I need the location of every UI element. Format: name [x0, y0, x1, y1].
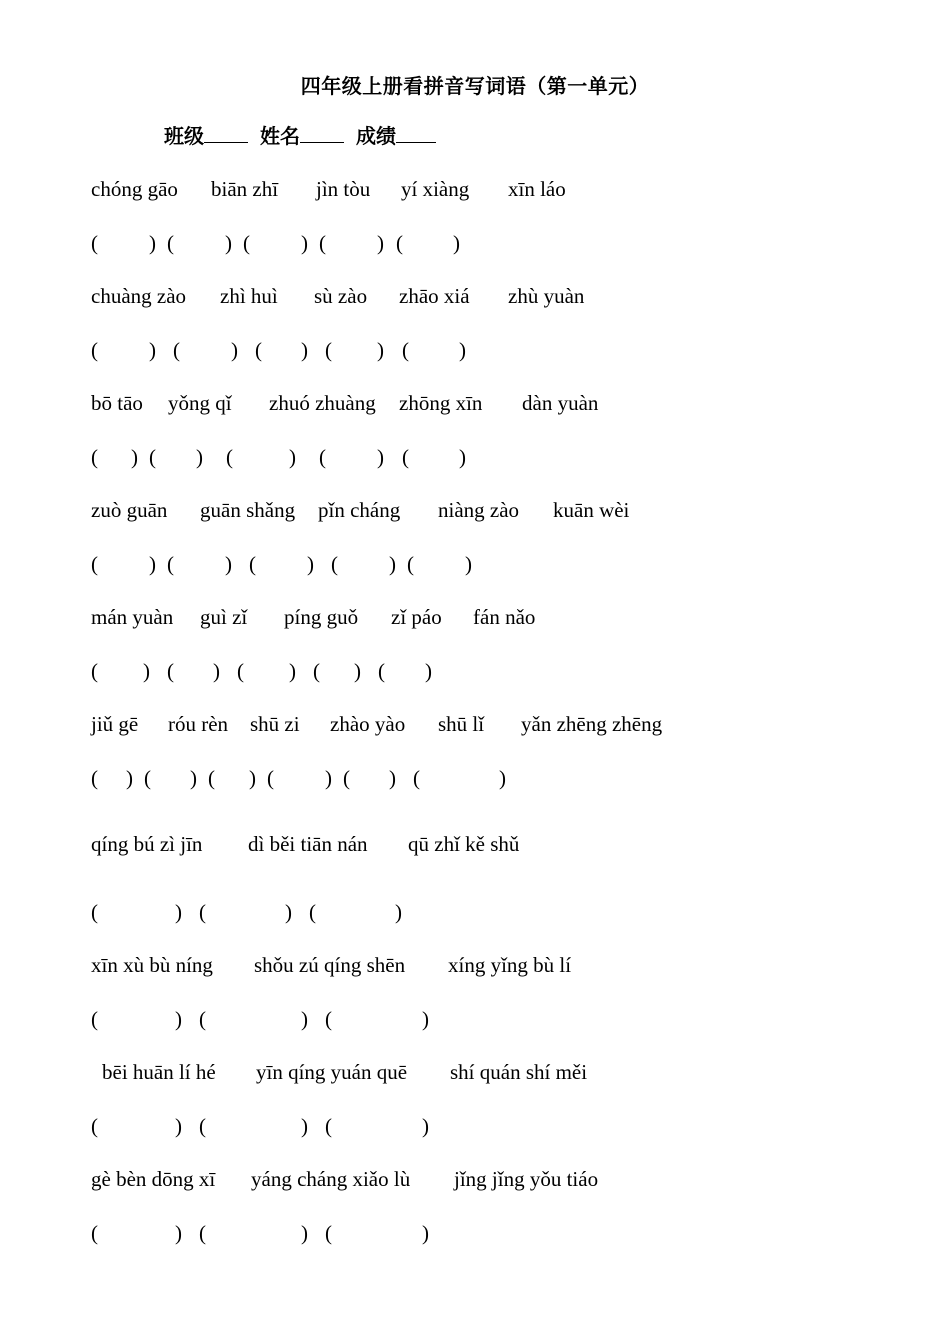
- pinyin-word: zǐ páo: [391, 605, 442, 629]
- answer-blank[interactable]: (: [237, 659, 244, 683]
- answer-blank[interactable]: (: [343, 766, 350, 790]
- answer-blank-close: ): [422, 1221, 429, 1245]
- name-label: 姓名: [260, 124, 300, 148]
- answer-blank-close: ): [196, 445, 203, 469]
- answer-blank-close: ): [301, 1221, 308, 1245]
- pinyin-word: zhuó zhuàng: [269, 391, 376, 415]
- pinyin-word: guān shǎng: [200, 498, 296, 522]
- answer-blank[interactable]: (: [249, 552, 256, 576]
- answer-blank[interactable]: (: [378, 659, 385, 683]
- pinyin-word: yáng cháng xiǎo lù: [251, 1167, 411, 1191]
- pinyin-word: shū lǐ: [438, 712, 485, 736]
- answer-blank-close: ): [389, 766, 396, 790]
- pinyin-word: pǐn cháng: [318, 498, 401, 522]
- pinyin-word: gè bèn dōng xī: [91, 1167, 216, 1191]
- answer-blank[interactable]: (: [173, 338, 180, 362]
- pinyin-row-10: [91, 1166, 791, 1192]
- answer-blank-close: ): [175, 1114, 182, 1138]
- answer-blank-close: ): [325, 766, 332, 790]
- answer-blank[interactable]: (: [309, 900, 316, 924]
- pinyin-word: zhào yào: [330, 712, 406, 736]
- pinyin-word: zhōng xīn: [399, 391, 483, 415]
- answer-blank[interactable]: (: [91, 1007, 98, 1031]
- answer-blank-close: ): [377, 338, 384, 362]
- answer-row-2: [91, 337, 791, 363]
- pinyin-word: yǎn zhēng zhēng: [521, 712, 663, 736]
- pinyin-row-9: [91, 1059, 791, 1085]
- answer-blank[interactable]: (: [199, 1221, 206, 1245]
- answer-blank[interactable]: (: [331, 552, 338, 576]
- pinyin-word: shí quán shí měi: [450, 1060, 588, 1084]
- pinyin-word: bō tāo: [91, 391, 143, 415]
- pinyin-word: yí xiàng: [401, 177, 470, 201]
- answer-blank-close: ): [377, 445, 384, 469]
- answer-blank[interactable]: (: [396, 231, 403, 255]
- answer-blank[interactable]: (: [325, 1114, 332, 1138]
- answer-row-4: [91, 551, 791, 577]
- answer-blank-close: ): [149, 231, 156, 255]
- answer-blank[interactable]: (: [325, 1007, 332, 1031]
- pinyin-word: jiǔ gē: [91, 712, 139, 736]
- pinyin-row-3: [91, 390, 791, 416]
- answer-blank[interactable]: (: [325, 338, 332, 362]
- answer-blank[interactable]: (: [199, 1007, 206, 1031]
- answer-blank[interactable]: (: [407, 552, 414, 576]
- answer-row-10: [91, 1220, 791, 1246]
- pinyin-word: guì zǐ: [200, 605, 248, 629]
- answer-blank-close: ): [131, 445, 138, 469]
- pinyin-word: zhāo xiá: [399, 284, 470, 308]
- answer-blank[interactable]: (: [208, 766, 215, 790]
- answer-blank-close: ): [149, 552, 156, 576]
- answer-blank-close: ): [175, 900, 182, 924]
- pinyin-word: shǒu zú qíng shēn: [254, 953, 406, 977]
- answer-blank-close: ): [422, 1007, 429, 1031]
- answer-row-1: [91, 230, 791, 256]
- student-info-line: [164, 122, 436, 150]
- answer-blank-close: ): [301, 1114, 308, 1138]
- score-label: 成绩: [356, 124, 396, 148]
- pinyin-word: xīn xù bù níng: [91, 953, 213, 977]
- answer-blank[interactable]: (: [91, 552, 98, 576]
- pinyin-word: zhù yuàn: [508, 284, 585, 308]
- answer-blank-close: ): [453, 231, 460, 255]
- answer-blank[interactable]: (: [91, 900, 98, 924]
- answer-blank[interactable]: (: [91, 231, 98, 255]
- answer-row-3: [91, 444, 791, 470]
- answer-blank[interactable]: (: [167, 659, 174, 683]
- answer-blank[interactable]: (: [91, 445, 98, 469]
- pinyin-word: yīn qíng yuán quē: [256, 1060, 408, 1084]
- answer-blank-close: ): [301, 1007, 308, 1031]
- pinyin-word: chóng gāo: [91, 177, 178, 201]
- pinyin-word: xīn láo: [508, 177, 566, 201]
- answer-blank[interactable]: (: [319, 231, 326, 255]
- answer-blank-close: ): [425, 659, 432, 683]
- answer-blank-close: ): [289, 659, 296, 683]
- pinyin-word: biān zhī: [211, 177, 279, 201]
- class-blank[interactable]: [204, 122, 248, 143]
- pinyin-word: jìn tòu: [316, 177, 371, 201]
- pinyin-word: jǐng jǐng yǒu tiáo: [454, 1167, 599, 1191]
- answer-blank[interactable]: (: [149, 445, 156, 469]
- answer-blank[interactable]: (: [91, 766, 98, 790]
- answer-blank[interactable]: (: [325, 1221, 332, 1245]
- answer-row-9: [91, 1113, 791, 1139]
- answer-blank[interactable]: (: [91, 659, 98, 683]
- answer-blank-close: ): [301, 231, 308, 255]
- answer-blank-close: ): [499, 766, 506, 790]
- answer-blank[interactable]: (: [267, 766, 274, 790]
- answer-blank-close: ): [354, 659, 361, 683]
- pinyin-row-8: [91, 952, 791, 978]
- pinyin-word: zuò guān: [91, 498, 168, 522]
- answer-blank-close: ): [225, 552, 232, 576]
- answer-blank-close: ): [422, 1114, 429, 1138]
- answer-blank[interactable]: (: [144, 766, 151, 790]
- pinyin-word: mán yuàn: [91, 605, 174, 629]
- pinyin-word: píng guǒ: [284, 605, 359, 629]
- answer-blank[interactable]: (: [199, 900, 206, 924]
- answer-blank-close: ): [175, 1221, 182, 1245]
- pinyin-word: sù zào: [314, 284, 368, 308]
- answer-blank-close: ): [231, 338, 238, 362]
- answer-blank[interactable]: (: [199, 1114, 206, 1138]
- answer-blank[interactable]: (: [243, 231, 250, 255]
- pinyin-word: róu rèn: [168, 712, 229, 736]
- answer-blank-close: ): [465, 552, 472, 576]
- answer-blank[interactable]: (: [167, 552, 174, 576]
- score-blank[interactable]: [396, 122, 436, 143]
- pinyin-word: qíng bú zì jīn: [91, 832, 203, 856]
- pinyin-word: xíng yǐng bù lí: [448, 953, 572, 977]
- answer-blank-close: ): [285, 900, 292, 924]
- answer-blank-close: ): [190, 766, 197, 790]
- pinyin-word: kuān wèi: [553, 498, 630, 522]
- pinyin-word: chuàng zào: [91, 284, 187, 308]
- pinyin-row-7: [91, 831, 791, 857]
- pinyin-row-6: [91, 711, 791, 737]
- answer-blank[interactable]: (: [91, 1114, 98, 1138]
- answer-blank-close: ): [213, 659, 220, 683]
- pinyin-word: zhì huì: [220, 284, 278, 308]
- pinyin-word: qū zhǐ kě shǔ: [408, 832, 520, 856]
- answer-blank-close: ): [307, 552, 314, 576]
- answer-blank-close: ): [175, 1007, 182, 1031]
- answer-blank-close: ): [389, 552, 396, 576]
- answer-blank-close: ): [459, 445, 466, 469]
- answer-row-7: [91, 899, 791, 925]
- pinyin-word: bēi huān lí hé: [102, 1060, 216, 1084]
- answer-blank[interactable]: (: [313, 659, 320, 683]
- answer-blank[interactable]: (: [319, 445, 326, 469]
- answer-blank-close: ): [377, 231, 384, 255]
- pinyin-word: niàng zào: [438, 498, 520, 522]
- name-blank[interactable]: [300, 122, 344, 143]
- answer-row-6: [91, 765, 791, 791]
- pinyin-word: dì běi tiān nán: [248, 832, 368, 856]
- answer-blank[interactable]: (: [255, 338, 262, 362]
- answer-blank-close: ): [249, 766, 256, 790]
- answer-row-5: [91, 658, 791, 684]
- answer-blank-close: ): [149, 338, 156, 362]
- answer-blank-close: ): [301, 338, 308, 362]
- answer-blank[interactable]: (: [402, 338, 409, 362]
- answer-blank[interactable]: (: [402, 445, 409, 469]
- answer-blank-close: ): [126, 766, 133, 790]
- pinyin-word: dàn yuàn: [522, 391, 599, 415]
- answer-blank[interactable]: (: [167, 231, 174, 255]
- answer-blank-close: ): [225, 231, 232, 255]
- pinyin-row-1: [91, 176, 791, 202]
- answer-blank[interactable]: (: [91, 1221, 98, 1245]
- answer-blank[interactable]: (: [226, 445, 233, 469]
- answer-blank[interactable]: (: [91, 338, 98, 362]
- pinyin-word: yǒng qǐ: [168, 391, 232, 415]
- pinyin-word: fán nǎo: [473, 605, 536, 629]
- pinyin-row-5: [91, 604, 791, 630]
- pinyin-row-4: [91, 497, 791, 523]
- answer-blank-close: ): [459, 338, 466, 362]
- class-label: 班级: [164, 124, 204, 148]
- page-title: 四年级上册看拼音写词语（第一单元）: [300, 74, 650, 98]
- answer-row-8: [91, 1006, 791, 1032]
- pinyin-word: shū zi: [250, 712, 300, 736]
- answer-blank-close: ): [143, 659, 150, 683]
- answer-blank-close: ): [289, 445, 296, 469]
- answer-blank-close: ): [395, 900, 402, 924]
- pinyin-row-2: [91, 283, 791, 309]
- answer-blank[interactable]: (: [413, 766, 420, 790]
